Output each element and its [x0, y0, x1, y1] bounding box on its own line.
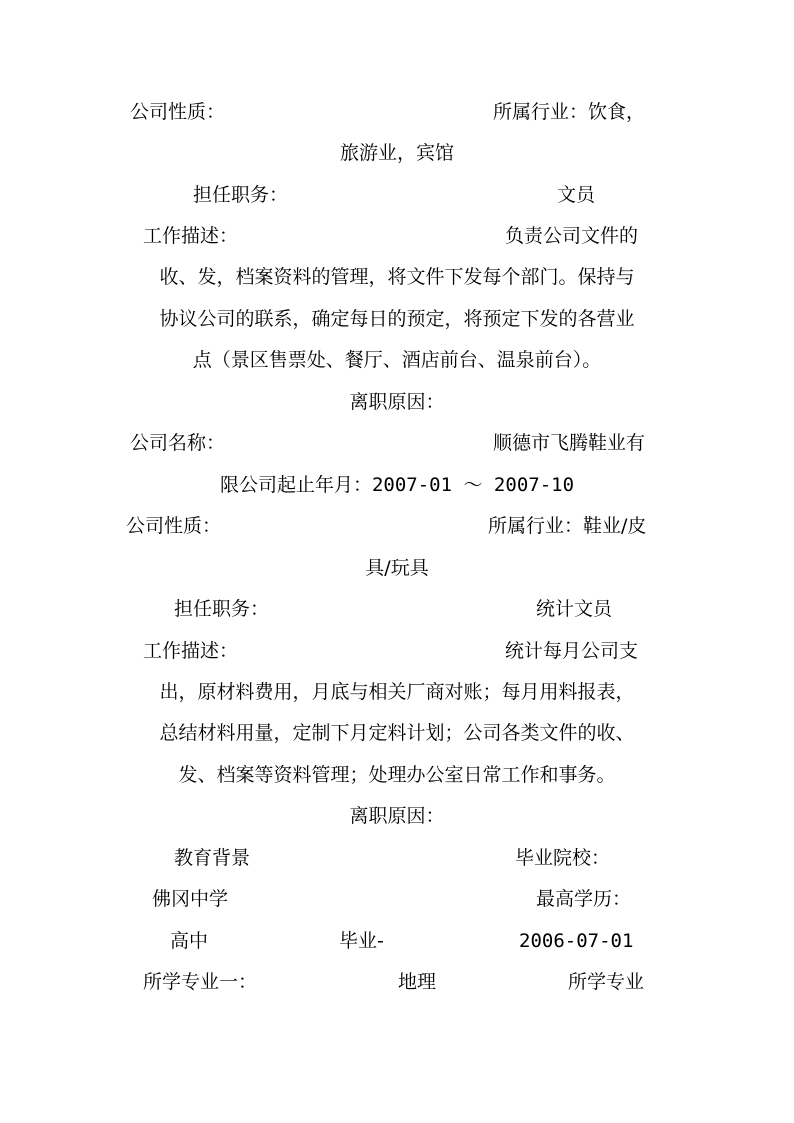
job2-desc-label: 工作描述：: [143, 640, 239, 662]
job1-desc-line1: 负责公司文件的: [505, 225, 639, 247]
job1-desc-line2: 收、发，档案资料的管理，将文件下发每个部门。保持与: [159, 266, 635, 288]
education-school-label: 毕业院校：: [515, 847, 611, 869]
education-major2-label: 所学专业: [568, 971, 645, 993]
job2-industry-cont: 具/玩具: [365, 557, 429, 579]
job2-leave-reason-row: [0, 801, 794, 831]
education-major1-label: 所学专业一：: [143, 971, 258, 993]
job1-desc-line3-row: [0, 304, 794, 334]
education-major1-value: 地理: [398, 971, 437, 993]
education-degree-label: 最高学历：: [536, 888, 632, 910]
job2-company-name-row: [0, 428, 794, 458]
job1-position-row: [0, 180, 794, 210]
education-school-row: [0, 884, 794, 914]
job1-desc-line4-row: [0, 345, 794, 375]
job2-desc-line3-row: [0, 718, 794, 748]
job2-desc-line3: 总结材料用量，定制下月定料计划；公司各类文件的收、: [159, 722, 635, 744]
job2-industry-label: 所属行业：鞋业/皮: [488, 515, 647, 537]
education-school-value: 佛冈中学: [152, 888, 229, 910]
job1-desc-row: [0, 221, 794, 251]
job1-industry-cont: 旅游业，宾馆: [339, 142, 454, 164]
job1-desc-label: 工作描述：: [143, 225, 239, 247]
job2-industry-cont-row: [0, 553, 794, 583]
job1-desc-line2-row: [0, 262, 794, 292]
job2-desc-line2-row: [0, 677, 794, 707]
job1-company-type-row: [0, 97, 794, 127]
education-major-row: [0, 967, 794, 997]
education-header-row: [0, 843, 794, 873]
job1-industry-cont-row: [0, 138, 794, 168]
job1-company-type-label: 公司性质：: [130, 101, 226, 123]
job2-company-type-label: 公司性质：: [126, 515, 222, 537]
job2-position-label: 担任职务：: [174, 598, 270, 620]
job1-leave-reason-label: 离职原因：: [349, 391, 445, 413]
job2-position-value: 统计文员: [536, 598, 613, 620]
job1-industry-label: 所属行业：饮食，: [493, 101, 646, 123]
job2-desc-row: [0, 636, 794, 666]
job2-company-type-row: [0, 511, 794, 541]
job2-position-row: [0, 594, 794, 624]
education-degree-row: [0, 926, 794, 956]
job2-desc-line4-row: [0, 760, 794, 790]
job1-desc-line4: 点（景区售票处、餐厅、酒店前台、温泉前台）。: [192, 349, 602, 371]
job2-company-name-label: 公司名称：: [130, 432, 226, 454]
job2-desc-line2: 出，原材料费用，月底与相关厂商对账；每月用料报表，: [159, 681, 635, 703]
job1-position-value: 文员: [557, 184, 596, 206]
job2-date-range: 2007-01 ～ 2007-10: [371, 474, 575, 496]
job2-company-name-part2: 限公司起止年月：: [219, 474, 372, 496]
education-section-label: 教育背景: [174, 847, 251, 869]
job2-desc-line1: 统计每月公司支: [505, 640, 639, 662]
job2-date-row: [0, 470, 794, 500]
job1-position-label: 担任职务：: [193, 184, 289, 206]
job2-desc-line4: 发、档案等资料管理；处理办公室日常工作和事务。: [178, 764, 616, 786]
job2-company-name-part1: 顺德市飞腾鞋业有: [493, 432, 646, 454]
education-degree-value: 高中: [170, 930, 209, 952]
job2-leave-reason-label: 离职原因：: [349, 805, 445, 827]
education-grad-date: 2006-07-01: [519, 930, 634, 952]
job1-leave-reason-row: [0, 387, 794, 417]
education-grad-label: 毕业-: [339, 930, 384, 952]
job1-desc-line3: 协议公司的联系，确定每日的预定，将预定下发的各营业: [159, 308, 635, 330]
